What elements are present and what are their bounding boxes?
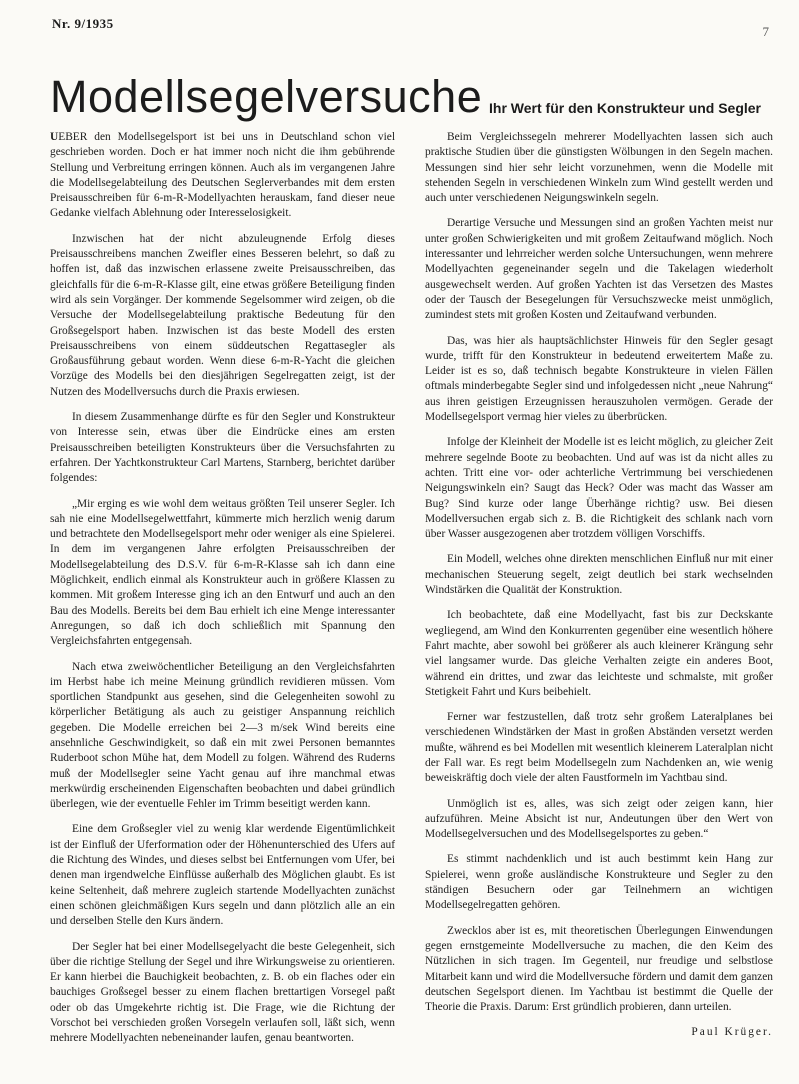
paragraph: Ein Modell, welches ohne direkten menschlichen Einfluß nur mit einer mechanischen Steuerung segelt, zeigt deutlich bei stark wechselnden Windstärken die Qualität der Konstruktion. — [425, 553, 773, 597]
paragraph: „Mir erging es wie wohl dem weitaus größten Teil unserer Segler. Ich sah nie eine Modellsegelwettfahrt, kümmerte mich herzlich wenig darum und betrachtete den Modellsegelsport mehr oder weniger als eine Spielerei. In dem im vergangenen Jahre erfolgten Preisausschreiben der Modellsegelabteilung des D.S.V. für 6-m-R-Klasse sah ich dann eine Möglichkeit, endlich einmal als Konstrukteur auch in größere Klassen zu kommen. Mit großem Interesse ging ich an den Entwurf und auch an den Bau des Modells. Bereits bei dem Bau erhielt ich eine Menge interessanter Anregungen, so daß ich doch schließlich mit Spannung den Vergleichsfahrten entgegensah. — [50, 497, 395, 648]
right-column — [425, 130, 773, 1051]
article-subtitle: Ihr Wert für den Konstrukteur und Segler — [489, 100, 761, 116]
paragraph: Unmöglich ist es, alles, was sich zeigt oder zeigen kann, hier aufzuführen. Meine Absicht ist nur, Andeutungen über den Wert von Modellsegelversuchen und des Modellsegelsportes zu geben.“ — [425, 797, 773, 841]
paragraph: Das, was hier als hauptsächlichster Hinweis für den Segler gesagt wurde, trifft für den Konstrukteur in bedeutend erweitertem Maße zu. Leider ist es so, daß technisch begabte Konstrukteure in vielen Fällen oftmals minderbegabte Segler sind und infolgedessen nicht „neue Nahrung“ aus ihren geistigen Erzeugnissen herauszuholen vermögen. Gerade der Modellsegelsport vermag hier vieles zu überbrücken. — [425, 334, 773, 424]
left-column — [50, 130, 395, 1057]
author-signature: Paul Krüger. — [691, 1026, 773, 1039]
page-mark: 7 — [762, 24, 769, 39]
paragraph: Infolge der Kleinheit der Modelle ist es leicht möglich, zu gleicher Zeit mehrere segelnde Boote zu beobachten. Und auf was ist da nicht alles zu achten. Tritt eine vor- oder achterliche Vertrimmung bei verschiedenen Neigungswinkeln ein? Saugt das Heck? Oder was macht das Wasser am Bug? Sind kurze oder lange Überhänge richtig? usw. Bei diesen Modellversuchen ergab sich z. B. die Richtigkeit des schlank nach vorn über Wasser ausgezogenen aber trotzdem völligen Vorschiffs. — [425, 436, 773, 541]
paragraph: Derartige Versuche und Messungen sind an großen Yachten meist nur unter großen Schwierigkeiten und mit großem Zeitaufwand möglich. Noch interessanter und lehrreicher werden solche Untersuchungen, wenn mehrere Modellyachten gegeneinander segeln und die Takelagen wiederholt ausgewechselt werden. Auf großen Yachten ist das Versetzen des Mastes oder der Tausch der Besegelungen für Versuchszwecke meist unmöglich, zumindest stets mit großen Kosten und Zeitaufwand verbunden. — [425, 217, 773, 322]
paragraph: In diesem Zusammenhange dürfte es für den Segler und Konstrukteur von Interesse sein, etwas über die Eindrücke eines am ersten Preisausschreiben beteiligten Konstrukteurs über die Versuchsfahrten zu erfahren. Der Yachtkonstrukteur Carl Martens, Starnberg, berichtet darüber folgendes: — [50, 411, 395, 485]
paragraph: Nach etwa zweiwöchentlicher Beteiligung an den Vergleichsfahrten im Herbst habe ich meine Meinung gründlich revidieren müssen. Vom sportlichen Standpunkt aus gesehen, sind die Gelegenheiten sowohl zu körperlicher Betätigung als auch zu geistiger Anspannung reichlich gegeben. Die Modelle erreichen bei 2—3 m/sek Wind bereits eine ansehnliche Geschwindigkeit, so daß ein mit zwei Personen bemanntes Ruderboot schon Mühe hat, dem Modell zu folgen. Während des Ruderns muß der Modellsegler seine Yacht genau auf ihre manchmal etwas merkwürdig erscheinenden Eigenschaften beobachten und dabei gründlich überlegen, wie der eventuelle Fehler im Trimm beseitigt werden kann. — [50, 660, 395, 811]
paragraph: Zwecklos aber ist es, mit theoretischen Überlegungen Einwendungen gegen ernstgemeinte Modellversuche zu machen, die den Keim des Nützlichen in sich tragen. Im Gegenteil, nur freudige und selbstlose Mitarbeit kann und wird die Modellversuche fördern und damit dem ganzen deutschen Segelsport dienen. Im Yachtbau ist bestimmt die Quelle der Theorie die Praxis. Darum: Erst gründlich probieren, dann urteilen. — [425, 924, 773, 1014]
paragraph: Eine dem Großsegler viel zu wenig klar werdende Eigentümlichkeit ist der Einfluß der Uferformation oder der Höhenunterschied des Ufers auf die Richtung des Windes, und dieses selbst bei Entfernungen vom Ufer, bei denen man irgendwelche Einflüsse außerhalb des Möglichen glaubt. Es ist keine Seltenheit, daß mehrere zugleich startende Modellyachten zunächst einen schönen gleichmäßigen Kurs segeln und dann plötzlich alle an ein und derselben Stelle den Kurs ändern. — [50, 823, 395, 928]
paragraph: Inzwischen hat der nicht abzuleugnende Erfolg dieses Preisausschreibens manchen Zweifler eines Besseren belehrt, so daß zu hoffen ist, daß das inzwischen erlassene zweite Preisausschreiben, das gleichfalls für die 6-m-R-Klasse gilt, eine etwas größere Beteiligung finden wird als sein Vorgänger. Der kommende Segelsommer wird zeigen, ob die Versuche der Modellsegelabteilung praktische Bedeutung für den Großsegelsport haben. Inzwischen ist das beste Modell des ersten Preisausschreibens von einem süddeutschen Regattasegler als Großausführung gebaut worden. Wenn diese 6-m-R-Yacht die gleichen Vorzüge des Modells bei den diesjährigen Segelregatten zeigt, ist der Nutzen des Modellversuchs durch die Praxis erwiesen. — [50, 232, 395, 398]
paragraph: UEBER den Modellsegelsport ist bei uns in Deutschland schon viel geschrieben worden. Doch er hat immer noch nicht die ihm gebührende Stellung und Verbreitung erringen können. Auch als im vergangenen Jahre die Modellsegelabteilung des Deutschen Seglerverbandes mit dem ersten Preisausschreiben für 6-m-R-Modellyachten herauskam, fand dieser neue Gedanke vielfach Ablehnung oder Interesselosigkeit. — [50, 131, 395, 220]
paragraph: Es stimmt nachdenklich und ist auch bestimmt kein Hang zur Spielerei, wenn große ausländische Konstrukteure und Segler zu den ständigen Besuchern oder gar Teilnehmern an wichtigen Modellsegelregatten gehören. — [425, 853, 773, 912]
paragraph: Ferner war festzustellen, daß trotz sehr großem Lateralplanes bei verschiedenen Windstärken der Mast in großen Abständen versetzt werden mußte, während es bei Modellen mit wesentlich kleinerem Lateralplan nicht der Fall war. Es regt beim Modellsegeln zum Nachdenken an, wie wenig beweiskräftig doch viele der alten Faustformeln im Yachtbau sind. — [425, 711, 773, 785]
paragraph: Beim Vergleichssegeln mehrerer Modellyachten lassen sich auch praktische Studien über die günstigsten Wölbungen in den Segeln machen. Messungen sind hier sehr leicht vorzunehmen, wenn die Modelle mit stehenden Segeln in verschiedenen Winkeln zum Wind gestellt werden und auch unter verschiedenen Neigungswinkeln segeln. — [425, 131, 773, 205]
paragraph: Der Segler hat bei einer Modellsegelyacht die beste Gelegenheit, sich über die richtige Stellung der Segel und ihre Wirkungsweise zu orientieren. Er kann hierbei die Bauchigkeit beobachten, z. B. ob ein flaches oder ein bauchiges Großsegel besser zu einem flachen brettartigen Vorsegel paßt oder ob das Umgekehrte richtig ist. Die Frage, wie die Richtung der Vorschot bei verschieden großen Vorsegeln verlaufen soll, läßt sich, wenn mehrere Modellyachten nebeneinander laufen, genau beantworten. — [50, 940, 395, 1045]
issue-number: Nr. 9/1935 — [52, 16, 114, 31]
paragraph: Ich beobachtete, daß eine Modellyacht, fast bis zur Deckskante wegliegend, am Wind den Konkurrenten gegenüber eine wesentlich höhere Fahrt machte, aber sowohl bei größerer als auch kleinerer Krängung sehr viel langsamer wurde. Das gleiche Verhalten zeigte ein anderes Boot, während ein drittes, und zwar das leichteste und schmalste, mit großer Stetigkeit Fahrt und Kurs beibehielt. — [425, 609, 773, 698]
article-title: Modellsegelversuche — [50, 71, 483, 122]
